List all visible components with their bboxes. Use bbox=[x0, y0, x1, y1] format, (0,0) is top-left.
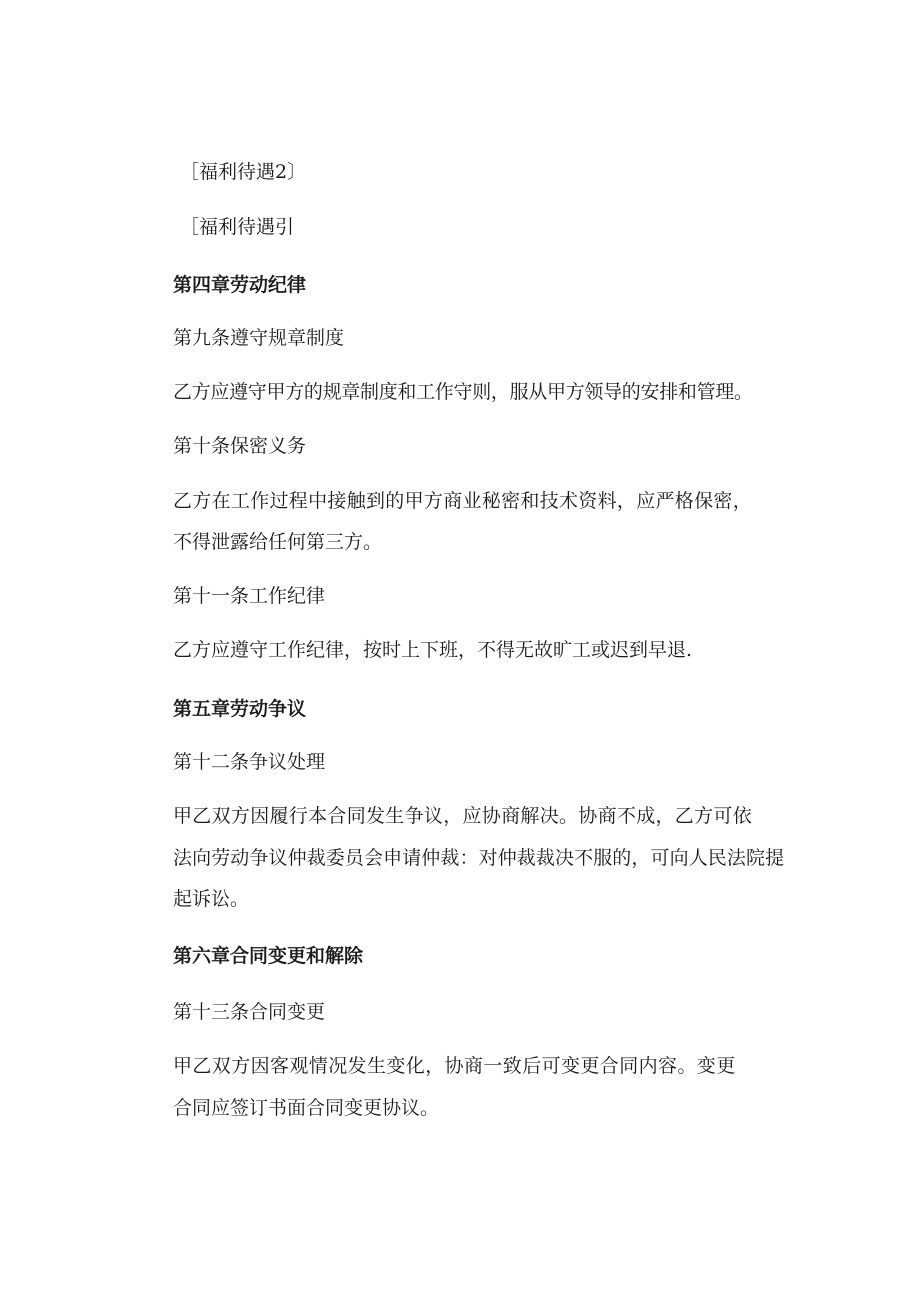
article-10-body-line-2: 不得泄露给任何第三方。 bbox=[173, 531, 383, 553]
welfare-item-ref: ［福利待遇引 bbox=[180, 216, 295, 238]
article-12-body-line-2: 法向劳动争议仲裁委员会申请仲裁：对仲裁裁决不服的，可向人民法院提 bbox=[173, 847, 785, 869]
article-12-body-line-1: 甲乙双方因履行本合同发生争议，应协商解决。协商不成，乙方可依 bbox=[173, 805, 753, 827]
article-11-body: 乙方应遵守工作纪律，按时上下班，不得无故旷工或迟到早退. bbox=[173, 639, 693, 661]
article-13-body-line-2: 合同应签订书面合同变更协议。 bbox=[173, 1097, 440, 1119]
article-10-body-line-1: 乙方在工作过程中接触到的甲方商业秘密和技术资料，应严格保密， bbox=[173, 490, 753, 512]
article-9-body: 乙方应遵守甲方的规章制度和工作守则，服从甲方领导的安排和管理。 bbox=[173, 381, 753, 403]
chapter-heading-4: 第四章劳动纪律 bbox=[173, 274, 307, 296]
chapter-heading-6: 第六章合同变更和解除 bbox=[173, 945, 364, 967]
welfare-item-2: ［福利待遇2〕 bbox=[180, 161, 307, 183]
article-12-title: 第十二条争议处理 bbox=[173, 751, 326, 773]
article-9-title: 第九条遵守规章制度 bbox=[173, 327, 345, 349]
article-12-body-line-3: 起诉讼。 bbox=[173, 888, 250, 910]
article-11-title: 第十一条工作纪律 bbox=[173, 585, 326, 607]
article-13-body-line-1: 甲乙双方因客观情况发生变化，协商一致后可变更合同内容。变更 bbox=[173, 1055, 736, 1077]
article-10-title: 第十条保密义务 bbox=[173, 435, 307, 457]
chapter-heading-5: 第五章劳动争议 bbox=[173, 698, 307, 720]
article-13-title: 第十三条合同变更 bbox=[173, 1001, 326, 1023]
